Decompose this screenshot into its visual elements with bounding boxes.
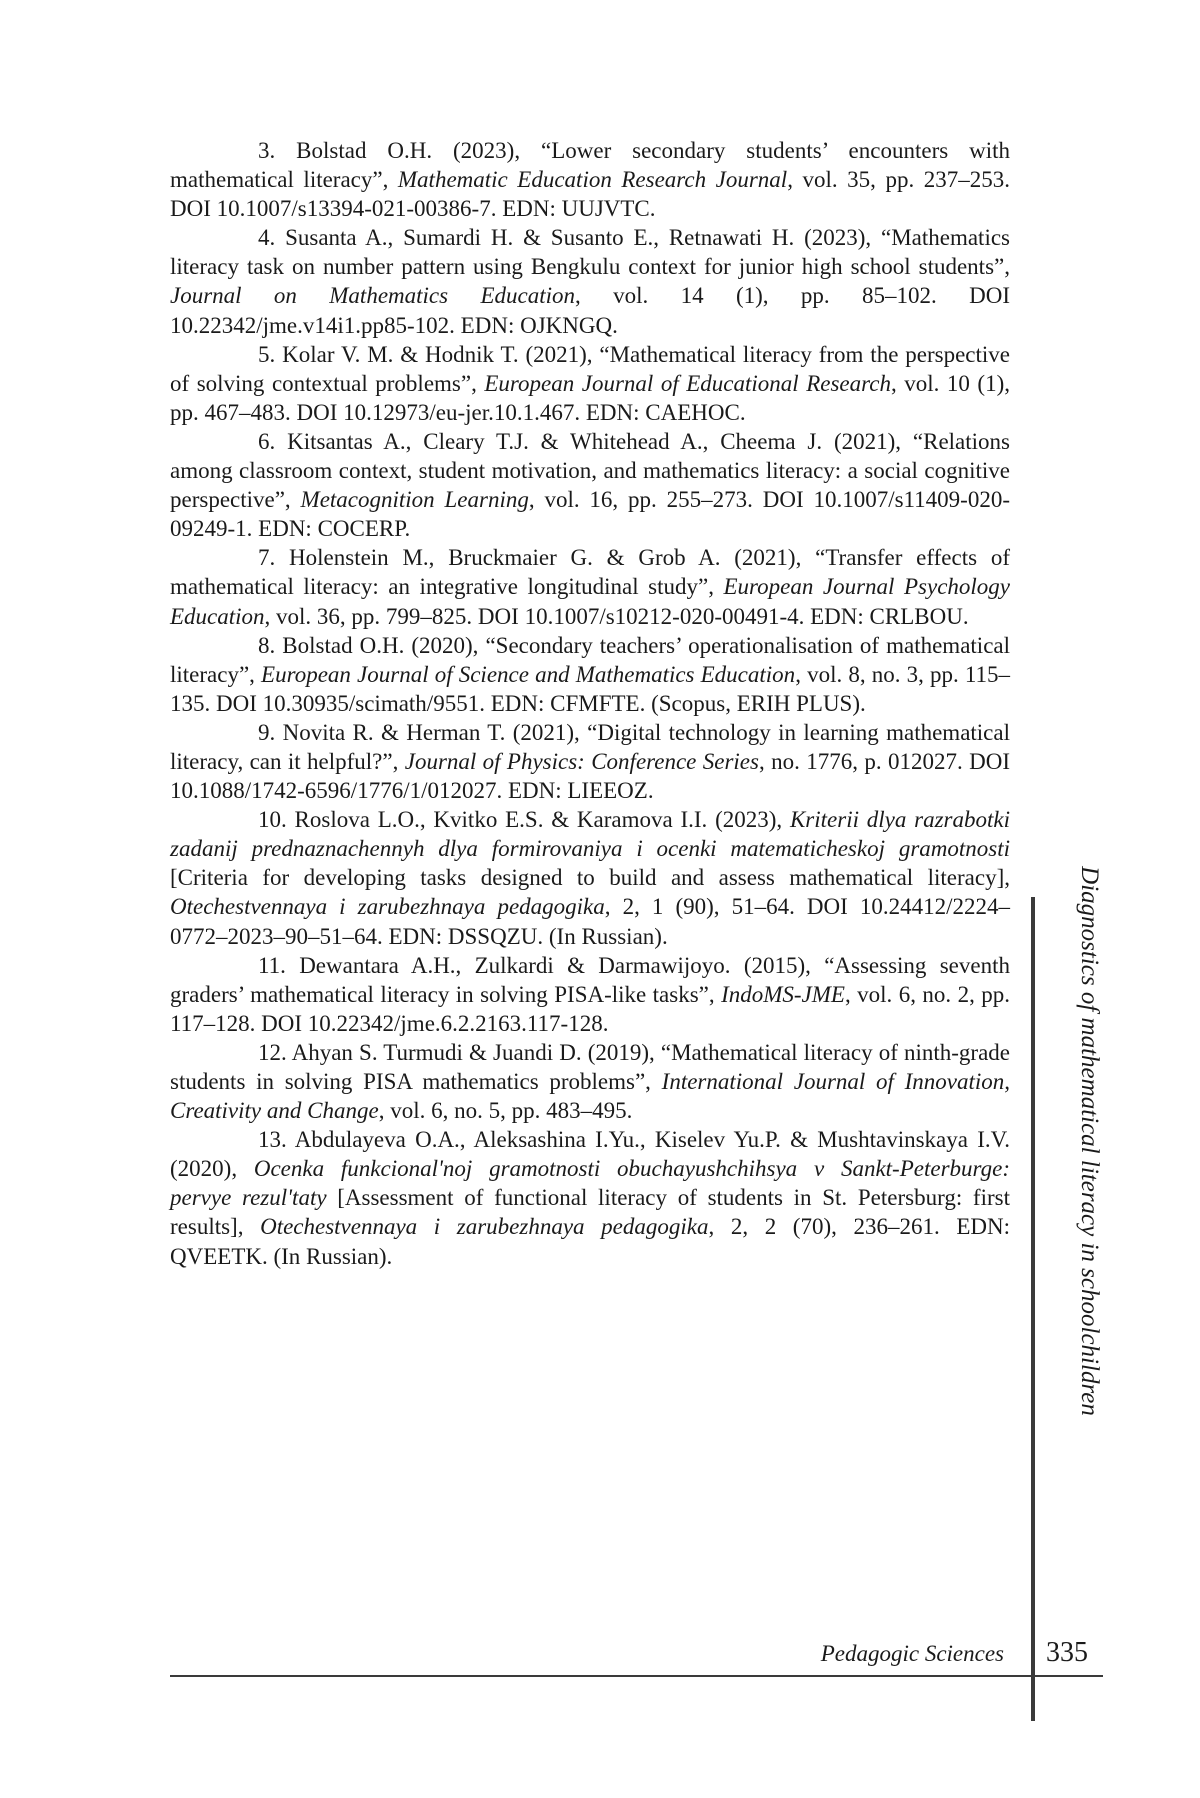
running-title-text: Diagnostics of mathematical literacy in schoolchildren <box>1075 866 1103 1416</box>
reference-item-10: 10. Roslova L.O., Kvitko E.S. & Karamova I.I. (2023), Kriterii dlya razrabotki zadanij prednaznachennyh dlya formirovaniya i ocenki matematicheskoj gramotnosti [Criteria for developing tasks designed to build and assess mathematical literacy], Otechestvennaya i zarubezhnaya pedagogika, 2, 1 (90), 51–64. DOI 10.24412/2224–0772–2023–90–51–64. EDN: DSSQZU. (In Russian). <box>170 805 1010 950</box>
reference-item-4: 4. Susanta A., Sumardi H. & Susanto E., Retnawati H. (2023), “Mathematics literacy task on number pattern using Bengkulu context for junior high school students”, Journal on Mathematics Education, vol. 14 (1), pp. 85–102. DOI 10.22342/jme.v14i1.pp85-102. EDN: OJKNGQ. <box>170 223 1010 339</box>
reference-item-13: 13. Abdulayeva O.A., Aleksashina I.Yu., Kiselev Yu.P. & Mushtavinskaya I.V. (2020), Ocenka funkcional'noj gramotnosti obuchayushchihsya v Sankt-Peterburge: pervye rezul'taty [Assessment of functional literacy of students in St. Petersburg: first results], Otechestvennaya i zarubezhnaya pedagogika, 2, 2 (70), 236–261. EDN: QVEETK. (In Russian). <box>170 1125 1010 1270</box>
reference-item-8: 8. Bolstad O.H. (2020), “Secondary teachers’ operationalisation of mathematical literacy”, European Journal of Science and Mathematics Education, vol. 8, no. 3, pp. 115–135. DOI 10.30935/scimath/9551. EDN: CFMFTE. (Scopus, ERIH PLUS). <box>170 631 1010 718</box>
reference-item-5: 5. Kolar V. M. & Hodnik T. (2021), “Mathematical literacy from the perspective of solving contextual problems”, European Journal of Educational Research, vol. 10 (1), pp. 467–483. DOI 10.12973/eu-jer.10.1.467. EDN: CAEHOC. <box>170 340 1010 427</box>
reference-item-12: 12. Ahyan S. Turmudi & Juandi D. (2019), “Mathematical literacy of ninth-grade students in solving PISA mathematics problems”, International Journal of Innovation, Creativity and Change, vol. 6, no. 5, pp. 483–495. <box>170 1038 1010 1125</box>
footer-section-title: Pedagogic Sciences <box>821 1641 1004 1667</box>
page-number: 335 <box>1046 1637 1088 1669</box>
reference-item-7: 7. Holenstein M., Bruckmaier G. & Grob A. (2021), “Transfer effects of mathematical literacy: an integrative longitudinal study”, European Journal Psychology Education, vol. 36, pp. 799–825. DOI 10.1007/s10212-020-00491-4. EDN: CRLBOU. <box>170 543 1010 630</box>
footer-divider <box>170 1675 1103 1677</box>
reference-item-6: 6. Kitsantas A., Cleary T.J. & Whitehead A., Cheema J. (2021), “Relations among classroom context, student motivation, and mathematics literacy: a social cognitive perspective”, Metacognition Learning, vol. 16, pp. 255–273. DOI 10.1007/s11409-020-09249-1. EDN: COCERP. <box>170 427 1010 543</box>
reference-item-9: 9. Novita R. & Herman T. (2021), “Digital technology in learning mathematical literacy, can it helpful?”, Journal of Physics: Conference Series, no. 1776, p. 012027. DOI 10.1088/1742-6596/1776/1/012027. EDN: LIEEOZ. <box>170 718 1010 805</box>
reference-item-11: 11. Dewantara A.H., Zulkardi & Darmawijoyo. (2015), “Assessing seventh graders’ mathematical literacy in solving PISA-like tasks”, IndoMS-JME, vol. 6, no. 2, pp. 117–128. DOI 10.22342/jme.6.2.2163.117-128. <box>170 951 1010 1038</box>
vertical-divider <box>1031 897 1035 1721</box>
reference-list <box>170 136 1010 1271</box>
reference-item-3: 3. Bolstad O.H. (2023), “Lower secondary students’ encounters with mathematical literacy”, Mathematic Education Research Journal, vol. 35, pp. 237–253. DOI 10.1007/s13394-021-00386-7. EDN: UUJVTC. <box>170 136 1010 223</box>
